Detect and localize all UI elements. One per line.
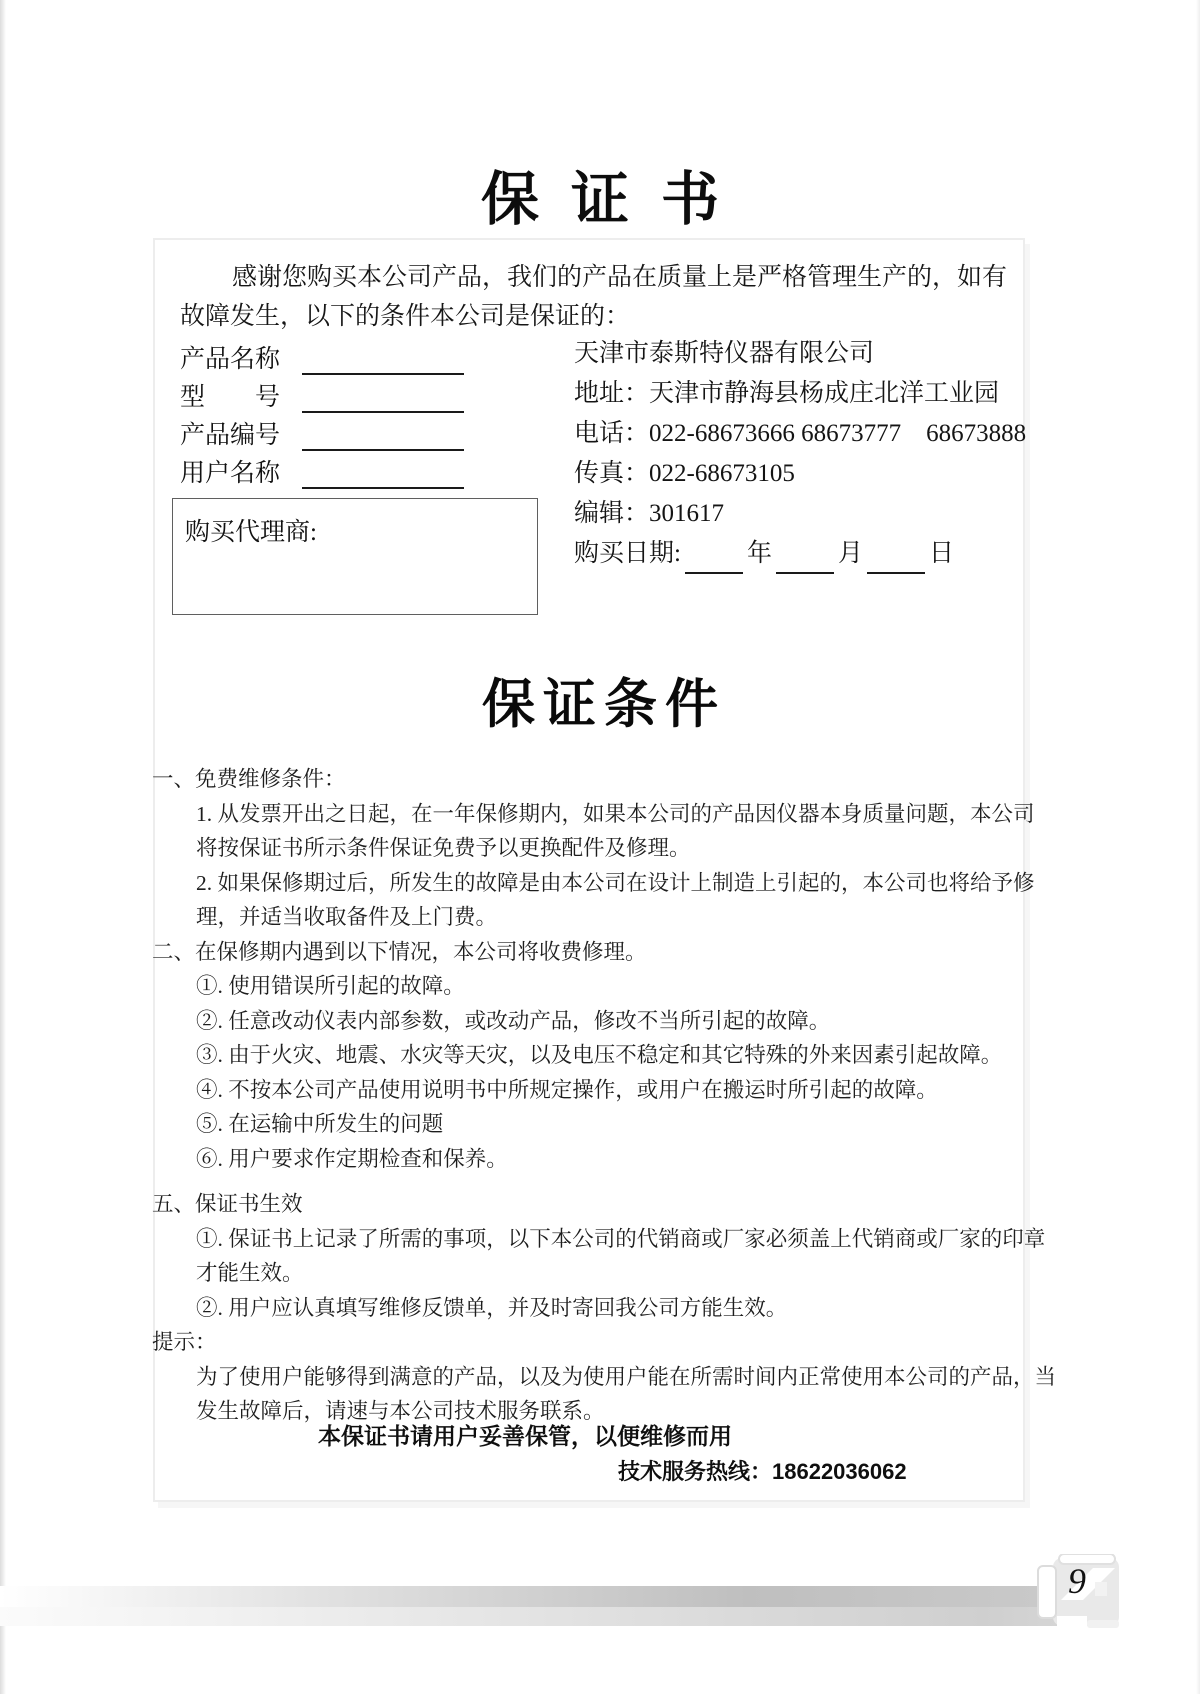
field-label: 产品名称: [180, 346, 281, 373]
condition-line: 五、保证书生效: [152, 1192, 303, 1216]
company-phone: 电话：022-68673666 68673777 68673888: [574, 420, 1027, 447]
field-underline: [302, 463, 464, 489]
company-name: 天津市泰斯特仪器有限公司: [574, 340, 875, 367]
intro-line: 感谢您购买本公司产品，我们的产品在质量上是严格管理生产的，如有: [232, 264, 1008, 291]
condition-line: ①. 使用错误所引起的故障。: [196, 974, 465, 998]
month-label: 月: [837, 540, 863, 567]
condition-line: 理，并适当收取备件及上门费。: [196, 905, 498, 929]
field-row-product-name: [180, 338, 520, 375]
company-code: 编辑：301617: [574, 500, 725, 527]
year-label: 年: [746, 540, 772, 567]
condition-line: 提示：: [152, 1330, 217, 1354]
field-underline: [302, 349, 464, 375]
company-fax: 传真：022-68673105: [574, 460, 795, 487]
company-info: [574, 334, 1044, 574]
conditions-list: [0, 762, 1060, 1429]
agent-box-label: 购买代理商:: [185, 519, 317, 546]
field-label: 产品编号: [180, 422, 281, 449]
keep-safe-note: 本保证书请用户妥善保管，以便维修而用: [318, 1423, 732, 1449]
day-label: 日: [928, 540, 954, 567]
company-address: 地址：天津市静海县杨成庄北洋工业园: [574, 380, 1000, 407]
agent-box: [172, 498, 538, 615]
field-underline: [302, 425, 464, 451]
page-number: 9: [1068, 1561, 1086, 1601]
condition-line: 将按保证书所示条件保证免费予以更换配件及修理。: [196, 836, 691, 860]
field-underline: [302, 387, 464, 413]
field-label: 用户名称: [180, 460, 281, 487]
purchase-date-label: 购买日期:: [574, 540, 681, 567]
condition-line: ⑥. 用户要求作定期检查和保养。: [196, 1146, 508, 1171]
condition-line: ②. 用户应认真填写维修反馈单，并及时寄回我公司方能生效。: [196, 1295, 788, 1320]
condition-line: ①. 保证书上记录了所需的事项，以下本公司的代销商或厂家必须盖上代销商或厂家的印章: [196, 1226, 1046, 1251]
field-row-model: [180, 376, 520, 413]
conditions-title: 保证条件: [482, 676, 726, 734]
product-fields: [180, 338, 520, 490]
intro-paragraph: [180, 258, 1025, 336]
condition-line: 1. 从发票开出之日起，在一年保修期内，如果本公司的产品因仪器本身质量问题，本公司: [196, 801, 1035, 826]
condition-line: 发生故障后，请速与本公司技术服务联系。: [196, 1399, 605, 1423]
footer-bar-top: [0, 1586, 1038, 1607]
page-right-edge-shadow: [1196, 0, 1200, 1694]
intro-line: 故障发生，以下的条件本公司是保证的：: [180, 303, 631, 330]
field-label: 型 号: [180, 384, 281, 411]
service-hotline: 技术服务热线：18622036062: [618, 1459, 907, 1484]
date-underline-day: [867, 548, 925, 574]
condition-line: 2. 如果保修期过后，所发生的故障是由本公司在设计上制造上引起的，本公司也将给予修: [196, 870, 1035, 895]
condition-line: 一、免费维修条件：: [152, 767, 346, 791]
condition-line: 才能生效。: [196, 1261, 304, 1285]
footer-bar-bottom: [0, 1607, 1118, 1626]
field-row-product-number: [180, 414, 520, 451]
condition-line: ③. 由于火灾、地震、水灾等天灾，以及电压不稳定和其它特殊的外来因素引起故障。: [196, 1043, 1003, 1067]
condition-line: ⑤. 在运输中所发生的问题: [196, 1112, 444, 1136]
condition-line: ④. 不按本公司产品使用说明书中所规定操作，或用户在搬运时所引起的故障。: [196, 1077, 938, 1102]
purchase-date-row: [574, 534, 1044, 574]
field-row-user-name: [180, 452, 520, 489]
condition-line: 为了使用户能够得到满意的产品，以及为使用户能在所需时间内正常使用本公司的产品，当: [196, 1364, 1057, 1389]
condition-line: ②. 任意改动仪表内部参数，或改动产品，修改不当所引起的故障。: [196, 1008, 831, 1033]
date-underline-month: [776, 548, 834, 574]
page-title: 保证书: [480, 167, 751, 232]
condition-line: 二、在保修期内遇到以下情况，本公司将收费修理。: [152, 939, 647, 964]
date-underline-year: [685, 548, 743, 574]
